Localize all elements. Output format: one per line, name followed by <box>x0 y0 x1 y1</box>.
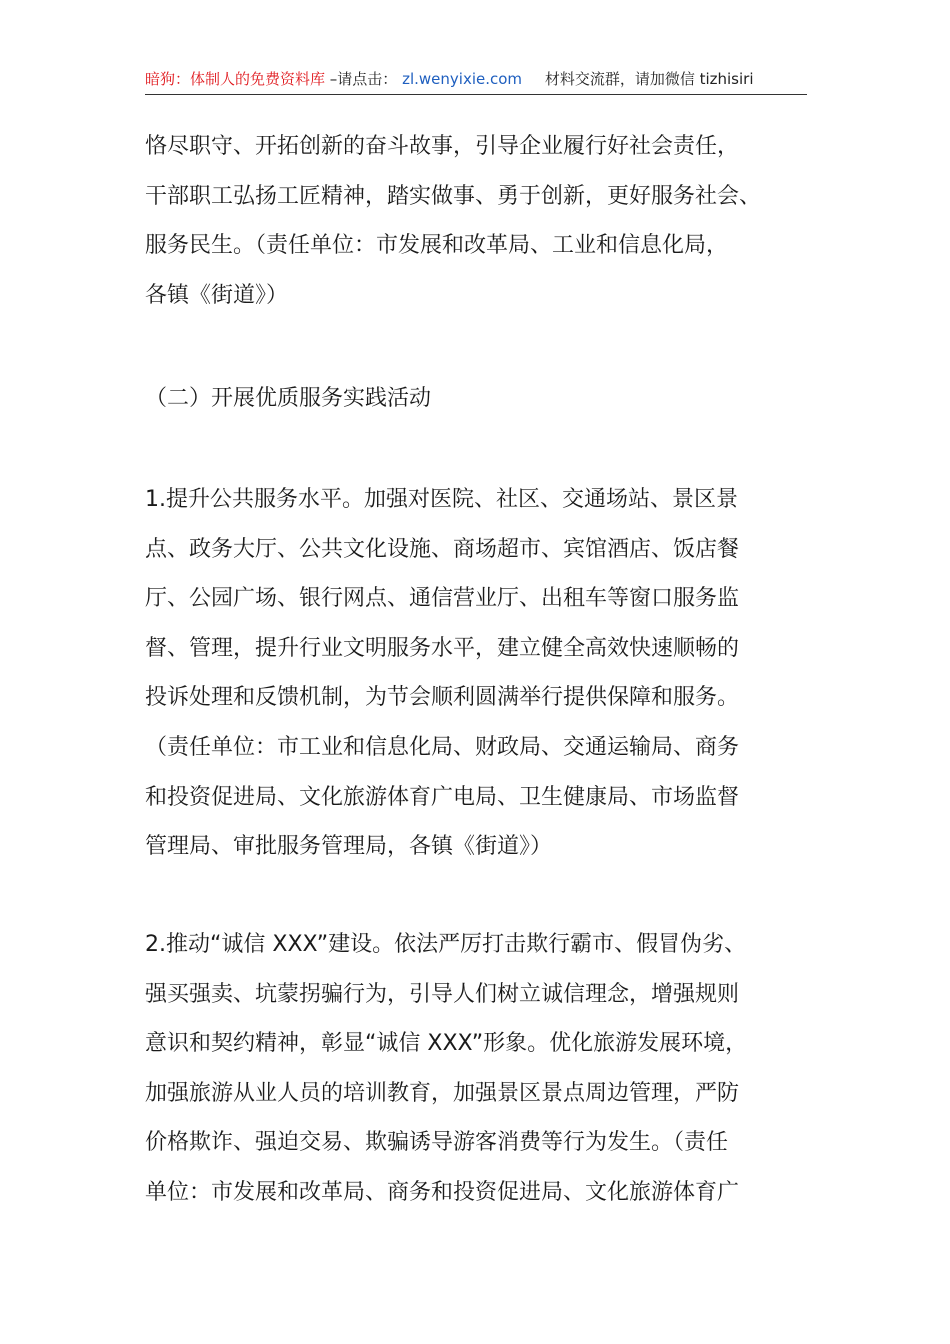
header-group-info: 材料交流群，请加微信 tizhisiri <box>544 70 754 88</box>
text-line: 价格欺诈、强迫交易、欺骗诱导游客消费等行为发生。（责任 <box>145 1130 729 1156</box>
paragraph-intro-continuation <box>145 122 825 320</box>
paragraph-item-2 <box>145 920 825 1218</box>
text-line: 管理局、审批服务管理局，各镇《街道》） <box>145 834 553 860</box>
text-line: 意识和契约精神，彰显“诚信 XXX”形象。优化旅游发展环境， <box>145 1031 748 1057</box>
text-line: 2.推动“诚信 XXX”建设。依法严厉打击欺行霸市、假冒伪劣、 <box>145 932 747 957</box>
paragraph-item-1 <box>145 475 825 872</box>
text-line: 各镇《街道》） <box>145 282 289 308</box>
text-line: 1.提升公共服务水平。加强对医院、社区、交通场站、景区景 <box>145 487 738 512</box>
page-header <box>145 68 807 95</box>
text-line: 服务民生。（责任单位：市发展和改革局、工业和信息化局， <box>145 233 729 259</box>
section-heading-text: （二）开展优质服务实践活动 <box>145 386 432 411</box>
header-url-link[interactable]: zl.wenyixie.com <box>402 70 523 88</box>
header-brand: 暗狗：体制人的免费资料库 <box>145 70 326 88</box>
text-line: 加强旅游从业人员的培训教育，加强景区景点周边管理，严防 <box>145 1080 740 1106</box>
text-line: 干部职工弘扬工匠精神，踏实做事、勇于创新，更好服务社会、 <box>145 183 762 209</box>
text-line: 和投资促进局、文化旅游体育广电局、卫生健康局、市场监督 <box>145 784 740 810</box>
text-line: 点、政务大厅、公共文化设施、商场超市、宾馆酒店、饭店餐 <box>145 536 740 562</box>
text-line: 督、管理，提升行业文明服务水平，建立健全高效快速顺畅的 <box>145 635 740 661</box>
section-heading <box>145 374 825 424</box>
text-line: （责任单位：市工业和信息化局、财政局、交通运输局、商务 <box>145 734 740 760</box>
header-click-prompt: –请点击： <box>329 70 398 88</box>
text-line: 单位：市发展和改革局、商务和投资促进局、文化旅游体育广 <box>145 1179 740 1205</box>
text-line: 强买强卖、坑蒙拐骗行为，引导人们树立诚信理念，增强规则 <box>145 981 740 1007</box>
text-line: 厅、公园广场、银行网点、通信营业厅、出租车等窗口服务监 <box>145 586 740 612</box>
text-line: 恪尽职守、开拓创新的奋斗故事，引导企业履行好社会责任， <box>145 134 740 159</box>
text-line: 投诉处理和反馈机制，为节会顺利圆满举行提供保障和服务。 <box>145 685 740 711</box>
